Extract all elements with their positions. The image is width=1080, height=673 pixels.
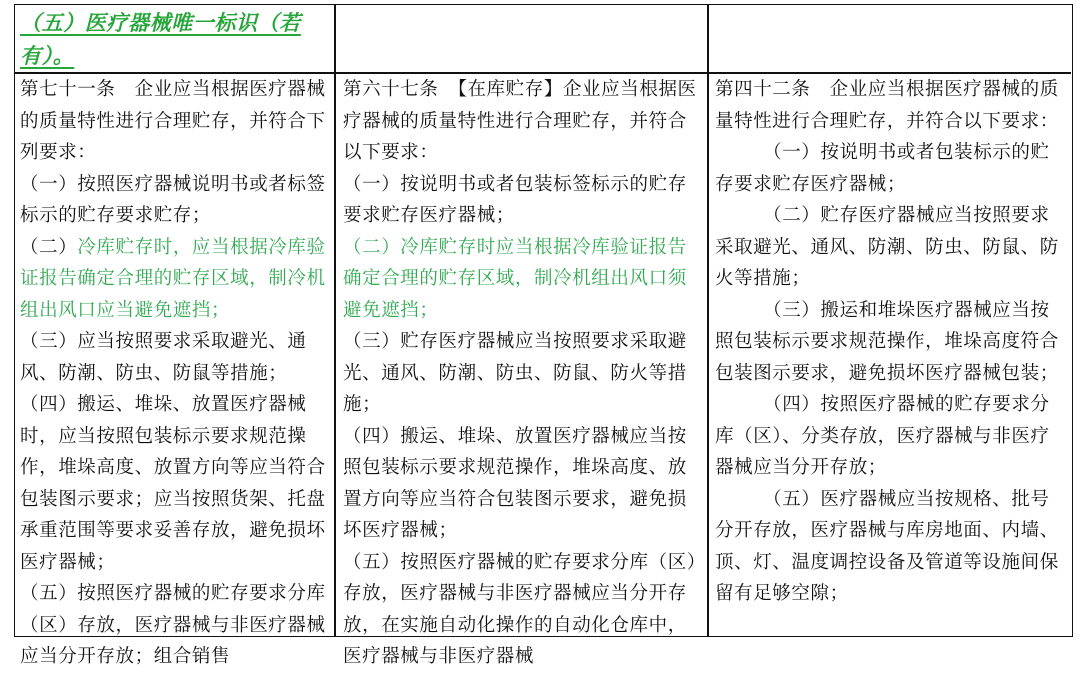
column-1 [20, 74, 332, 667]
col1-item-2-highlight: 冷库贮存时，应当根据冷库验证报告确定合理的贮存区域，制冷机组出风口应当避免遮挡； [20, 236, 326, 321]
col1-clause: 第七十一条 企业应当根据医疗器械的质量特性进行合理贮存，并符合下列要求： [20, 79, 326, 163]
col2-item-1: （一）按说明书或者包装标签标示的贮存要求贮存医疗器械； [343, 173, 687, 226]
comparison-table [14, 4, 1073, 667]
col1-item-5: （五）按照医疗器械的贮存要求分库（区）存放，医疗器械与非医疗器械应当分开存放；组合销售 [20, 583, 326, 667]
col3-item-2: （二）贮存医疗器械应当按照要求采取避光、通风、防潮、防虫、防鼠、防火等措施； [715, 205, 1059, 289]
header-cell-col3 [709, 7, 1069, 71]
col3-item-5: （五）医疗器械应当按规格、批号分开存放，医疗器械与库房地面、内墙、顶、灯、温度调控设备及管道等设施间保留有足够空隙； [715, 488, 1059, 604]
col2-item-5: （五）按照医疗器械的贮存要求分库（区）存放，医疗器械与非医疗器械应当分开存放，在实施自动化操作的自动化仓库中，医疗器械与非医疗器械 [343, 551, 697, 667]
col3-item-1: （一）按说明书或者包装标示的贮存要求贮存医疗器械； [715, 142, 1050, 195]
col1-item-2-prefix: （二） [20, 236, 78, 258]
col2-item-2-highlight: （二）冷库贮存时应当根据冷库验证报告确定合理的贮存区域，制冷机组出风口须避免遮挡； [343, 236, 687, 321]
column-divider-2 [707, 5, 709, 636]
column-divider-1 [334, 5, 336, 636]
col2-item-3: （三）贮存医疗器械应当按照要求采取避光、通风、防潮、防虫、防鼠、防火等措施； [343, 331, 687, 415]
header-cell-col2 [336, 7, 706, 71]
col3-item-3: （三）搬运和堆垛医疗器械应当按照包装标示要求规范操作，堆垛高度符合包装图示要求，避免损坏医疗器械包装； [715, 299, 1059, 384]
header-cell-col1 [20, 7, 332, 71]
col1-item-2 [20, 232, 332, 327]
col3-clause: 第四十二条 企业应当根据医疗器械的质量特性进行合理贮存，并符合以下要求： [715, 79, 1059, 132]
header-title: （五）医疗器械唯一标识（若有）。 [20, 11, 301, 68]
col3-item-4: （四）按照医疗器械的贮存要求分库（区）、分类存放，医疗器械与非医疗器械应当分开存放； [715, 394, 1050, 478]
col1-item-3: （三）应当按照要求采取避光、通风、防潮、防虫、防鼠等措施； [20, 331, 307, 384]
col2-item-4: （四）搬运、堆垛、放置医疗器械应当按照包装标示要求规范操作，堆垛高度、放置方向等应当符合包装图示要求，避免损坏医疗器械； [343, 425, 687, 541]
col1-item-4: （四）搬运、堆垛、放置医疗器械时，应当按照包装标示要求规范操作，堆垛高度、放置方向等应当符合包装图示要求；应当按照货架、托盘承重范围等要求妥善存放，避免损坏医疗器械； [20, 394, 326, 573]
col1-item-1: （一）按照医疗器械说明书或者标签标示的贮存要求贮存； [20, 173, 326, 226]
column-3 [715, 74, 1065, 634]
column-2 [343, 74, 705, 667]
col2-clause: 第六十七条 【在库贮存】企业应当根据医疗器械的质量特性进行合理贮存，并符合以下要求： [343, 79, 697, 163]
